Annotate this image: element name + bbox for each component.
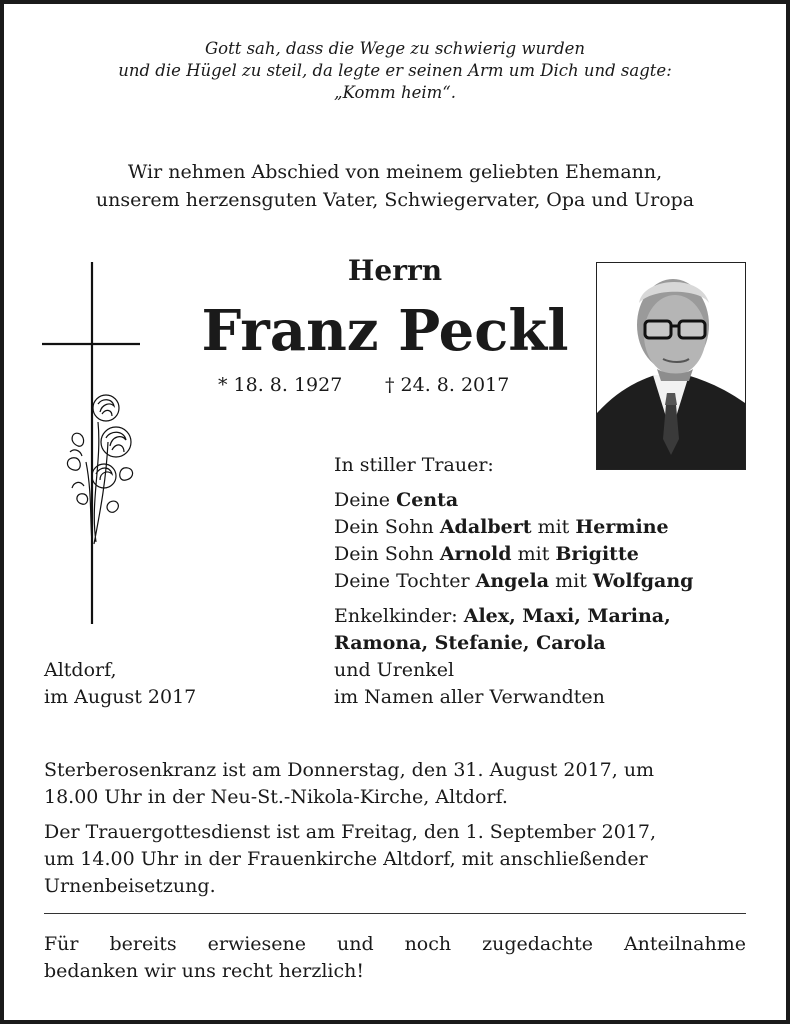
intro-line: Wir nehmen Abschied von meinem geliebten Ehemann,	[127, 161, 663, 183]
family-entry	[334, 541, 693, 568]
relation-joiner: mit	[531, 516, 576, 538]
relative-name: Adalbert	[439, 516, 532, 538]
grandchildren	[334, 603, 671, 711]
funeral-line: Der Trauergottesdienst ist am Freitag, den 1. September 2017,	[44, 821, 657, 843]
thanks-line: bedanken wir uns recht herzlich!	[44, 960, 365, 982]
relation-text: Dein Sohn	[334, 516, 440, 538]
relative-spouse-name: Brigitte	[555, 543, 639, 565]
funeral-line: um 14.00 Uhr in der Frauenkirche Altdorf, mit anschließender	[44, 848, 648, 870]
deceased-name: Franz Peckl	[201, 298, 569, 364]
salutation: Herrn	[347, 254, 443, 287]
rosary-line: 18.00 Uhr in der Neu-St.-Nikola-Kirche, Altdorf.	[44, 786, 508, 808]
grandchildren-names: Alex, Maxi, Marina,	[463, 605, 671, 627]
rosary-line: Sterberosenkranz ist am Donnerstag, den 31. August 2017, um	[44, 759, 655, 781]
grandchildren-line	[334, 603, 671, 630]
relation-text: Dein Sohn	[334, 543, 440, 565]
relation-joiner: mit	[511, 543, 556, 565]
intro-line: unserem herzensguten Vater, Schwiegervater, Opa und Uropa	[95, 189, 695, 211]
relative-spouse-name: Wolfgang	[592, 570, 694, 592]
poem-line: und die Hügel zu steil, da legte er seinen Arm um Dich und sagte:	[118, 61, 672, 80]
great-grandchildren: und Urenkel	[334, 659, 455, 681]
relation-text: Deine Tochter	[334, 570, 476, 592]
grandchildren-names: Ramona, Stefanie, Carola	[334, 632, 606, 654]
funeral-line: Urnenbeisetzung.	[44, 875, 216, 897]
family-entry	[334, 568, 693, 595]
relation-text: Deine	[334, 489, 397, 511]
divider	[44, 913, 746, 914]
grandchildren-label: Enkelkinder:	[334, 605, 464, 627]
portrait-photo	[596, 262, 746, 470]
family-list	[334, 487, 693, 595]
death-date: † 24. 8. 2017	[385, 374, 510, 396]
poem-line: Gott sah, dass die Wege zu schwierig wurden	[204, 39, 586, 58]
family-entry	[334, 514, 693, 541]
relative-name: Arnold	[439, 543, 512, 565]
poem-line: „Komm heim“.	[334, 83, 456, 102]
family-entry	[334, 487, 693, 514]
thanks	[44, 931, 746, 985]
place: Altdorf,	[44, 659, 117, 681]
relative-name: Angela	[475, 570, 550, 592]
poem	[0, 38, 790, 104]
thanks-line: Für bereits erwiesene und noch zugedachte Anteilnahme	[44, 933, 746, 955]
grandchildren-line	[334, 630, 671, 657]
place-date	[44, 657, 196, 711]
mourning-heading: In stiller Trauer:	[334, 454, 494, 476]
cross-with-roses-icon	[40, 262, 150, 628]
relation-joiner: mit	[549, 570, 593, 592]
funeral-info	[44, 819, 656, 900]
date: im August 2017	[44, 686, 197, 708]
on-behalf-line: im Namen aller Verwandten	[334, 686, 605, 708]
relative-name: Centa	[396, 489, 459, 511]
rosary-info	[44, 757, 654, 811]
relative-spouse-name: Hermine	[575, 516, 669, 538]
birth-date: * 18. 8. 1927	[218, 374, 343, 396]
farewell-intro	[0, 158, 790, 214]
